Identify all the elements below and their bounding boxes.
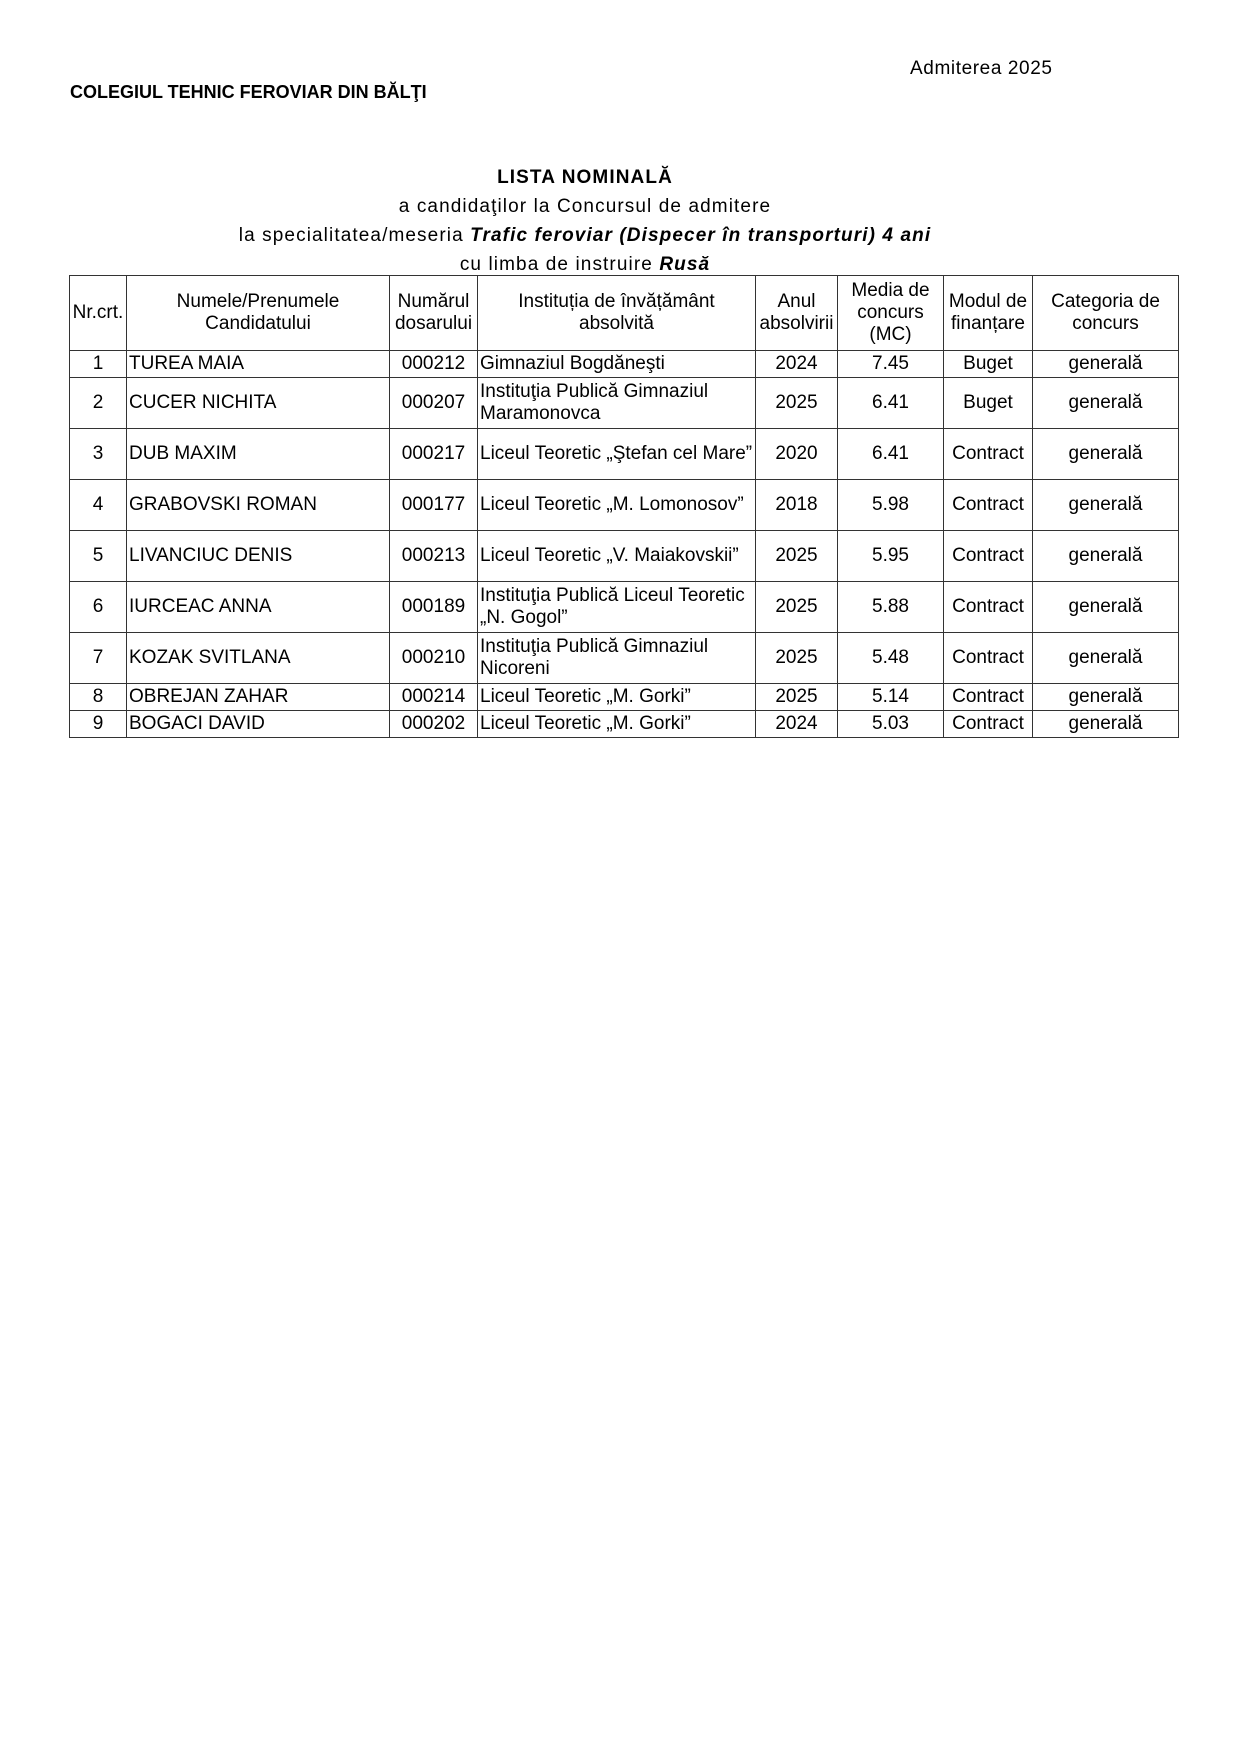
column-header: Numele/Prenumele Candidatului bbox=[127, 276, 390, 351]
cell-average: 7.45 bbox=[838, 351, 944, 378]
cell-file: 000217 bbox=[390, 429, 478, 480]
cell-category: generală bbox=[1033, 684, 1179, 711]
cell-funding: Buget bbox=[944, 378, 1033, 429]
cell-institution: Liceul Teoretic „V. Maiakovskii” bbox=[478, 531, 756, 582]
cell-category: generală bbox=[1033, 429, 1179, 480]
table-row bbox=[70, 582, 1179, 633]
column-header: Categoria de concurs bbox=[1033, 276, 1179, 351]
cell-funding: Contract bbox=[944, 684, 1033, 711]
table-header-row bbox=[70, 276, 1179, 351]
candidates-table bbox=[69, 275, 1179, 738]
document-title: LISTA NOMINALĂ bbox=[497, 167, 673, 188]
heading-specialty-line bbox=[70, 221, 1100, 250]
cell-average: 5.03 bbox=[838, 711, 944, 738]
cell-nr: 6 bbox=[70, 582, 127, 633]
cell-average: 6.41 bbox=[838, 378, 944, 429]
table-row bbox=[70, 429, 1179, 480]
cell-category: generală bbox=[1033, 378, 1179, 429]
cell-category: generală bbox=[1033, 582, 1179, 633]
language-prefix: cu limba de instruire bbox=[459, 254, 660, 275]
admission-year-label: Admiterea 2025 bbox=[910, 58, 1053, 79]
cell-file: 000207 bbox=[390, 378, 478, 429]
cell-name: GRABOVSKI ROMAN bbox=[127, 480, 390, 531]
cell-file: 000202 bbox=[390, 711, 478, 738]
cell-institution: Liceul Teoretic „Ştefan cel Mare” bbox=[478, 429, 756, 480]
cell-nr: 2 bbox=[70, 378, 127, 429]
cell-nr: 1 bbox=[70, 351, 127, 378]
cell-year: 2025 bbox=[756, 684, 838, 711]
cell-year: 2025 bbox=[756, 633, 838, 684]
cell-institution: Liceul Teoretic „M. Gorki” bbox=[478, 684, 756, 711]
cell-nr: 4 bbox=[70, 480, 127, 531]
cell-funding: Contract bbox=[944, 633, 1033, 684]
cell-nr: 3 bbox=[70, 429, 127, 480]
cell-funding: Contract bbox=[944, 429, 1033, 480]
cell-name: TUREA MAIA bbox=[127, 351, 390, 378]
table-row bbox=[70, 531, 1179, 582]
cell-year: 2024 bbox=[756, 711, 838, 738]
document-heading bbox=[70, 163, 1100, 279]
cell-category: generală bbox=[1033, 480, 1179, 531]
cell-name: IURCEAC ANNA bbox=[127, 582, 390, 633]
cell-institution: Instituţia Publică Gimnaziul Maramonovca bbox=[478, 378, 756, 429]
cell-name: CUCER NICHITA bbox=[127, 378, 390, 429]
cell-file: 000212 bbox=[390, 351, 478, 378]
cell-average: 5.98 bbox=[838, 480, 944, 531]
cell-name: DUB MAXIM bbox=[127, 429, 390, 480]
cell-nr: 8 bbox=[70, 684, 127, 711]
column-header: Numărul dosarului bbox=[390, 276, 478, 351]
cell-year: 2018 bbox=[756, 480, 838, 531]
cell-year: 2024 bbox=[756, 351, 838, 378]
cell-category: generală bbox=[1033, 633, 1179, 684]
cell-year: 2025 bbox=[756, 378, 838, 429]
table-row bbox=[70, 633, 1179, 684]
cell-name: LIVANCIUC DENIS bbox=[127, 531, 390, 582]
cell-average: 5.95 bbox=[838, 531, 944, 582]
cell-institution: Liceul Teoretic „M. Lomonosov” bbox=[478, 480, 756, 531]
cell-funding: Contract bbox=[944, 711, 1033, 738]
column-header: Nr.crt. bbox=[70, 276, 127, 351]
cell-file: 000189 bbox=[390, 582, 478, 633]
cell-nr: 9 bbox=[70, 711, 127, 738]
cell-category: generală bbox=[1033, 531, 1179, 582]
column-header: Instituția de învățământ absolvită bbox=[478, 276, 756, 351]
specialty-prefix: la specialitatea/meseria bbox=[238, 225, 471, 246]
cell-year: 2025 bbox=[756, 531, 838, 582]
cell-file: 000214 bbox=[390, 684, 478, 711]
cell-name: OBREJAN ZAHAR bbox=[127, 684, 390, 711]
column-header: Modul de finanțare bbox=[944, 276, 1033, 351]
college-name: COLEGIUL TEHNIC FEROVIAR DIN BĂLŢI bbox=[70, 82, 427, 102]
cell-average: 5.14 bbox=[838, 684, 944, 711]
cell-year: 2025 bbox=[756, 582, 838, 633]
specialty-name: Trafic feroviar (Dispecer în transporturi) 4 ani bbox=[470, 225, 932, 246]
cell-name: KOZAK SVITLANA bbox=[127, 633, 390, 684]
column-header: Media de concurs (MC) bbox=[838, 276, 944, 351]
table-row bbox=[70, 351, 1179, 378]
cell-year: 2020 bbox=[756, 429, 838, 480]
cell-nr: 5 bbox=[70, 531, 127, 582]
cell-funding: Buget bbox=[944, 351, 1033, 378]
instruction-language: Rusă bbox=[659, 254, 711, 275]
table-row bbox=[70, 480, 1179, 531]
cell-file: 000213 bbox=[390, 531, 478, 582]
cell-funding: Contract bbox=[944, 480, 1033, 531]
heading-subtitle: a candidaţilor la Concursul de admitere bbox=[398, 196, 772, 217]
cell-file: 000177 bbox=[390, 480, 478, 531]
cell-nr: 7 bbox=[70, 633, 127, 684]
cell-institution: Gimnaziul Bogdăneşti bbox=[478, 351, 756, 378]
cell-funding: Contract bbox=[944, 531, 1033, 582]
column-header: Anul absolvirii bbox=[756, 276, 838, 351]
cell-institution: Liceul Teoretic „M. Gorki” bbox=[478, 711, 756, 738]
cell-institution: Instituţia Publică Liceul Teoretic „N. Gogol” bbox=[478, 582, 756, 633]
cell-average: 6.41 bbox=[838, 429, 944, 480]
cell-name: BOGACI DAVID bbox=[127, 711, 390, 738]
cell-category: generală bbox=[1033, 711, 1179, 738]
cell-funding: Contract bbox=[944, 582, 1033, 633]
table-row bbox=[70, 711, 1179, 738]
cell-average: 5.48 bbox=[838, 633, 944, 684]
cell-average: 5.88 bbox=[838, 582, 944, 633]
cell-institution: Instituţia Publică Gimnaziul Nicoreni bbox=[478, 633, 756, 684]
cell-category: generală bbox=[1033, 351, 1179, 378]
table-row bbox=[70, 378, 1179, 429]
cell-file: 000210 bbox=[390, 633, 478, 684]
table-row bbox=[70, 684, 1179, 711]
